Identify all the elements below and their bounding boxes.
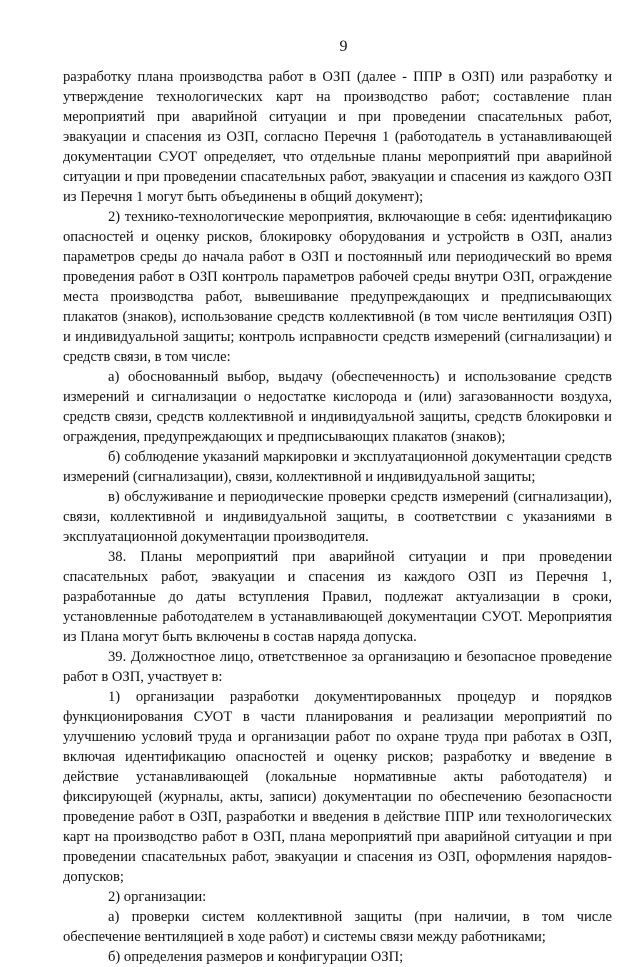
paragraph-clause-38: 38. Планы мероприятий при аварийной ситуации и при проведении спасательных работ, эвакуации и спасения из каждого ОЗП из Перечня 1, разработанные до даты вступления Правил, подлежат актуализации в сроки, установленные работодателем в устанавливающей документации СУОТ. Мероприятия из Плана могут быть включены в состав наряда допуска.	[63, 549, 612, 645]
paragraph-subitem-a: а) обоснованный выбор, выдачу (обеспеченность) и использование средств измерений и сигнализации о недостатке кислорода и (или) загазованности воздуха, средств связи, средств коллективной и индивидуальной защиты, средств блокировки и ограждения, предупреждающих и предписывающих плакатов (знаков);	[63, 369, 612, 445]
page-number: 9	[339, 38, 348, 55]
paragraph-clause-39: 39. Должностное лицо, ответственное за организацию и безопасное проведение работ в ОЗП, участвует в:	[63, 649, 612, 685]
paragraph-subitem-v: в) обслуживание и периодические проверки средств измерений (сигнализации), связи, коллективной и индивидуальной защиты, в соответствии с указаниями в эксплуатационной документации производителя.	[63, 489, 612, 545]
paragraph-clause-39-item-2b: б) определения размеров и конфигурации ОЗП;	[108, 949, 404, 965]
document-body	[63, 67, 612, 967]
paragraph-subitem-b: б) соблюдение указаний маркировки и эксплуатационной документации средств измерений (сигнализации), связи, коллективной и индивидуальной защиты;	[63, 449, 612, 485]
paragraph-clause-39-item-2a: а) проверки систем коллективной защиты (при наличии, в том числе обеспечение вентиляцией в ходе работ) и системы связи между работниками;	[63, 909, 612, 945]
paragraph-clause-39-item-2: 2) организации:	[108, 889, 207, 905]
paragraph-item-2-technical-measures: 2) технико-технологические мероприятия, включающие в себя: идентификацию опасностей и оценку рисков, блокировку оборудования и устройств в ОЗП, анализ параметров среды до начала работ в ОЗП и постоянный или периодический во время проведения работ в ОЗП контроль параметров рабочей среды внутри ОЗП, ограждение места производства работ, вывешивание предупреждающих и предписывающих плакатов (знаков), использование средств коллективной (в том числе вентиляция ОЗП) и индивидуальной защиты; контроль исправности средств измерений (сигнализации) и средств связи, в том числе:	[63, 209, 612, 365]
paragraph-plan-continuation: разработку плана производства работ в ОЗП (далее - ППР в ОЗП) или разработку и утверждение технологических карт на производство работ; составление план мероприятий при аварийной ситуации и при проведении спасательных работ, эвакуации и спасения из ОЗП, согласно Перечня 1 (работодатель в устанавливающей документации СУОТ определяет, что отдельные планы мероприятий при аварийной ситуации и при проведении спасательных работ, эвакуации и спасения из каждого ОЗП из Перечня 1 могут быть объединены в общий документ);	[63, 69, 612, 205]
paragraph-clause-39-item-1: 1) организации разработки документированных процедур и порядков функционирования СУОТ в части планирования и реализации мероприятий по улучшению условий труда и организации работ по охране труда при работах в ОЗП, включая идентификацию опасностей и оценку рисков; разработку и введение в действие устанавливающей (локальные нормативные акты работодателя) и фиксирующей (журналы, акты, записи) документации по обеспечению безопасности проведение работ в ОЗП, разработки и введения в действие ППР или технологических карт на производство работ в ОЗП, плана мероприятий при аварийной ситуации и при проведении спасательных работ, эвакуации и спасения из ОЗП, оформления нарядов-допусков;	[63, 689, 612, 885]
